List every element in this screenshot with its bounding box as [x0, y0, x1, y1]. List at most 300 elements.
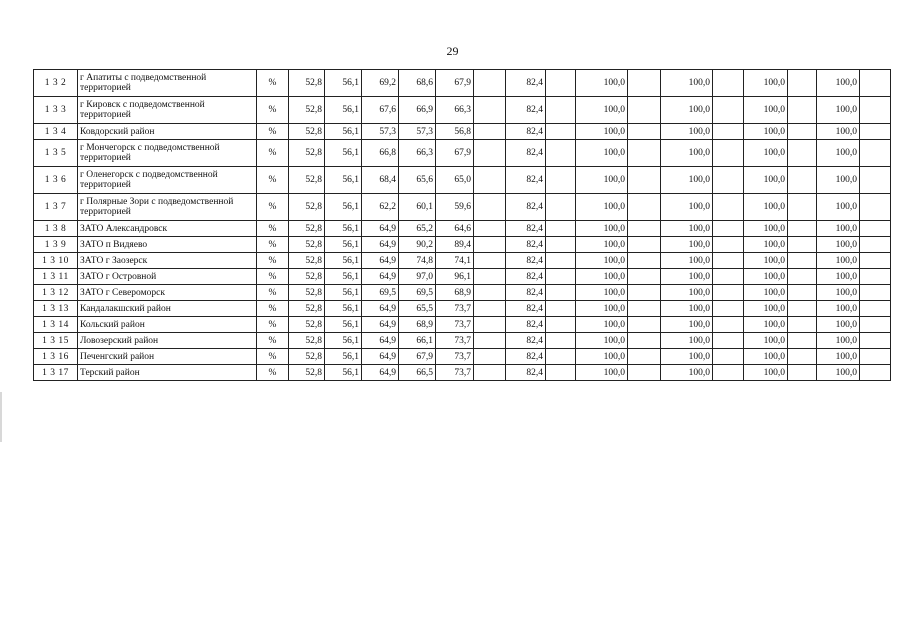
value-cell: 62,2: [362, 194, 399, 221]
value-cell: 68,9: [399, 317, 436, 333]
value-cell: 100,0: [576, 124, 628, 140]
empty-cell: [628, 221, 661, 237]
row-code: 1 3 3: [34, 97, 78, 124]
unit-cell: %: [257, 97, 289, 124]
value-cell: 67,9: [399, 349, 436, 365]
row-code: 1 3 15: [34, 333, 78, 349]
value-cell: 100,0: [576, 194, 628, 221]
empty-cell: [474, 317, 506, 333]
table-row: [34, 194, 891, 221]
empty-cell: [860, 167, 891, 194]
value-cell: 100,0: [744, 317, 788, 333]
table-row: [34, 97, 891, 124]
empty-cell: [628, 365, 661, 381]
empty-cell: [713, 167, 744, 194]
value-cell: 100,0: [661, 269, 713, 285]
territory-name: ЗАТО г Островной: [78, 269, 257, 285]
value-cell: 68,6: [399, 70, 436, 97]
value-cell: 64,9: [362, 237, 399, 253]
value-cell: 64,6: [436, 221, 474, 237]
value-cell: 100,0: [817, 237, 860, 253]
empty-cell: [860, 301, 891, 317]
empty-cell: [474, 285, 506, 301]
value-cell: 100,0: [744, 194, 788, 221]
value-cell: 100,0: [661, 124, 713, 140]
table-row: [34, 124, 891, 140]
empty-cell: [713, 221, 744, 237]
table-body: [34, 70, 891, 381]
value-cell: 100,0: [576, 269, 628, 285]
value-cell: 100,0: [661, 365, 713, 381]
scan-edge-mark: [0, 392, 2, 442]
value-cell: 82,4: [506, 349, 546, 365]
value-cell: 52,8: [289, 140, 325, 167]
empty-cell: [546, 333, 576, 349]
unit-cell: %: [257, 237, 289, 253]
empty-cell: [628, 253, 661, 269]
value-cell: 100,0: [576, 70, 628, 97]
empty-cell: [546, 70, 576, 97]
value-cell: 59,6: [436, 194, 474, 221]
empty-cell: [713, 317, 744, 333]
value-cell: 64,9: [362, 365, 399, 381]
value-cell: 100,0: [661, 70, 713, 97]
value-cell: 66,5: [399, 365, 436, 381]
unit-cell: %: [257, 317, 289, 333]
value-cell: 56,1: [325, 365, 362, 381]
value-cell: 60,1: [399, 194, 436, 221]
territory-name: г Апатиты с подведомственной территорией: [78, 70, 257, 97]
value-cell: 64,9: [362, 301, 399, 317]
unit-cell: %: [257, 140, 289, 167]
empty-cell: [628, 285, 661, 301]
value-cell: 89,4: [436, 237, 474, 253]
row-code: 1 3 2: [34, 70, 78, 97]
empty-cell: [474, 301, 506, 317]
value-cell: 100,0: [576, 140, 628, 167]
value-cell: 65,2: [399, 221, 436, 237]
empty-cell: [713, 269, 744, 285]
table-row: [34, 317, 891, 333]
empty-cell: [860, 285, 891, 301]
value-cell: 64,9: [362, 269, 399, 285]
empty-cell: [628, 333, 661, 349]
value-cell: 100,0: [576, 97, 628, 124]
empty-cell: [788, 70, 817, 97]
unit-cell: %: [257, 269, 289, 285]
value-cell: 100,0: [576, 349, 628, 365]
value-cell: 69,5: [362, 285, 399, 301]
table-row: [34, 167, 891, 194]
empty-cell: [788, 269, 817, 285]
value-cell: 100,0: [661, 301, 713, 317]
empty-cell: [788, 333, 817, 349]
value-cell: 56,1: [325, 70, 362, 97]
empty-cell: [546, 124, 576, 140]
value-cell: 82,4: [506, 333, 546, 349]
empty-cell: [628, 97, 661, 124]
unit-cell: %: [257, 70, 289, 97]
table-row: [34, 70, 891, 97]
empty-cell: [788, 317, 817, 333]
row-code: 1 3 7: [34, 194, 78, 221]
empty-cell: [713, 140, 744, 167]
empty-cell: [860, 194, 891, 221]
territory-name: Кандалакшский район: [78, 301, 257, 317]
unit-cell: %: [257, 333, 289, 349]
row-code: 1 3 9: [34, 237, 78, 253]
value-cell: 100,0: [817, 317, 860, 333]
value-cell: 100,0: [661, 194, 713, 221]
value-cell: 67,6: [362, 97, 399, 124]
empty-cell: [713, 349, 744, 365]
value-cell: 97,0: [399, 269, 436, 285]
value-cell: 100,0: [744, 269, 788, 285]
empty-cell: [788, 349, 817, 365]
value-cell: 100,0: [744, 349, 788, 365]
value-cell: 56,1: [325, 301, 362, 317]
empty-cell: [788, 97, 817, 124]
value-cell: 100,0: [661, 97, 713, 124]
value-cell: 82,4: [506, 221, 546, 237]
value-cell: 82,4: [506, 317, 546, 333]
empty-cell: [713, 333, 744, 349]
value-cell: 82,4: [506, 167, 546, 194]
value-cell: 66,3: [399, 140, 436, 167]
unit-cell: %: [257, 194, 289, 221]
value-cell: 66,8: [362, 140, 399, 167]
empty-cell: [628, 194, 661, 221]
empty-cell: [860, 365, 891, 381]
indicator-table: [33, 69, 891, 381]
value-cell: 82,4: [506, 301, 546, 317]
value-cell: 56,8: [436, 124, 474, 140]
value-cell: 52,8: [289, 333, 325, 349]
value-cell: 74,8: [399, 253, 436, 269]
value-cell: 82,4: [506, 97, 546, 124]
unit-cell: %: [257, 167, 289, 194]
empty-cell: [860, 333, 891, 349]
empty-cell: [860, 70, 891, 97]
empty-cell: [860, 349, 891, 365]
territory-name: г Оленегорск с подведомственной территорией: [78, 167, 257, 194]
value-cell: 100,0: [576, 365, 628, 381]
value-cell: 73,7: [436, 349, 474, 365]
table-row: [34, 253, 891, 269]
empty-cell: [474, 124, 506, 140]
empty-cell: [546, 301, 576, 317]
empty-cell: [788, 124, 817, 140]
value-cell: 82,4: [506, 124, 546, 140]
value-cell: 82,4: [506, 269, 546, 285]
value-cell: 67,9: [436, 140, 474, 167]
empty-cell: [860, 221, 891, 237]
value-cell: 90,2: [399, 237, 436, 253]
empty-cell: [788, 140, 817, 167]
value-cell: 64,9: [362, 221, 399, 237]
value-cell: 73,7: [436, 333, 474, 349]
value-cell: 100,0: [817, 365, 860, 381]
value-cell: 82,4: [506, 237, 546, 253]
empty-cell: [628, 317, 661, 333]
value-cell: 52,8: [289, 97, 325, 124]
value-cell: 73,7: [436, 365, 474, 381]
value-cell: 100,0: [817, 70, 860, 97]
value-cell: 82,4: [506, 365, 546, 381]
value-cell: 82,4: [506, 70, 546, 97]
value-cell: 65,0: [436, 167, 474, 194]
unit-cell: %: [257, 253, 289, 269]
empty-cell: [860, 124, 891, 140]
value-cell: 68,9: [436, 285, 474, 301]
empty-cell: [860, 253, 891, 269]
empty-cell: [546, 253, 576, 269]
value-cell: 100,0: [817, 140, 860, 167]
empty-cell: [788, 365, 817, 381]
value-cell: 100,0: [744, 70, 788, 97]
value-cell: 100,0: [576, 317, 628, 333]
value-cell: 100,0: [744, 124, 788, 140]
value-cell: 100,0: [661, 253, 713, 269]
row-code: 1 3 6: [34, 167, 78, 194]
territory-name: Кольский район: [78, 317, 257, 333]
row-code: 1 3 14: [34, 317, 78, 333]
value-cell: 74,1: [436, 253, 474, 269]
row-code: 1 3 16: [34, 349, 78, 365]
value-cell: 100,0: [744, 167, 788, 194]
table-row: [34, 301, 891, 317]
unit-cell: %: [257, 365, 289, 381]
value-cell: 52,8: [289, 317, 325, 333]
empty-cell: [546, 221, 576, 237]
value-cell: 100,0: [576, 167, 628, 194]
empty-cell: [546, 140, 576, 167]
value-cell: 82,4: [506, 253, 546, 269]
empty-cell: [860, 97, 891, 124]
value-cell: 100,0: [576, 285, 628, 301]
territory-name: ЗАТО г Североморск: [78, 285, 257, 301]
empty-cell: [474, 70, 506, 97]
value-cell: 100,0: [576, 333, 628, 349]
empty-cell: [860, 140, 891, 167]
value-cell: 52,8: [289, 301, 325, 317]
territory-name: Терский район: [78, 365, 257, 381]
value-cell: 100,0: [817, 124, 860, 140]
empty-cell: [788, 253, 817, 269]
empty-cell: [546, 269, 576, 285]
value-cell: 73,7: [436, 317, 474, 333]
value-cell: 52,8: [289, 285, 325, 301]
empty-cell: [546, 97, 576, 124]
value-cell: 100,0: [744, 333, 788, 349]
empty-cell: [628, 140, 661, 167]
table-row: [34, 221, 891, 237]
value-cell: 100,0: [817, 221, 860, 237]
empty-cell: [474, 349, 506, 365]
value-cell: 52,8: [289, 269, 325, 285]
empty-cell: [788, 285, 817, 301]
value-cell: 100,0: [576, 253, 628, 269]
row-code: 1 3 12: [34, 285, 78, 301]
value-cell: 100,0: [817, 167, 860, 194]
value-cell: 56,1: [325, 333, 362, 349]
value-cell: 56,1: [325, 317, 362, 333]
value-cell: 100,0: [744, 221, 788, 237]
empty-cell: [628, 70, 661, 97]
empty-cell: [474, 333, 506, 349]
value-cell: 69,5: [399, 285, 436, 301]
empty-cell: [474, 269, 506, 285]
value-cell: 100,0: [817, 269, 860, 285]
value-cell: 100,0: [817, 333, 860, 349]
value-cell: 65,6: [399, 167, 436, 194]
empty-cell: [628, 349, 661, 365]
empty-cell: [788, 237, 817, 253]
value-cell: 66,3: [436, 97, 474, 124]
empty-cell: [713, 237, 744, 253]
value-cell: 100,0: [817, 349, 860, 365]
empty-cell: [474, 140, 506, 167]
value-cell: 56,1: [325, 140, 362, 167]
value-cell: 100,0: [817, 285, 860, 301]
value-cell: 100,0: [576, 237, 628, 253]
row-code: 1 3 5: [34, 140, 78, 167]
empty-cell: [860, 237, 891, 253]
value-cell: 100,0: [817, 97, 860, 124]
empty-cell: [628, 124, 661, 140]
table-row: [34, 269, 891, 285]
empty-cell: [474, 237, 506, 253]
empty-cell: [713, 285, 744, 301]
unit-cell: %: [257, 221, 289, 237]
row-code: 1 3 13: [34, 301, 78, 317]
value-cell: 100,0: [817, 301, 860, 317]
value-cell: 52,8: [289, 365, 325, 381]
value-cell: 56,1: [325, 253, 362, 269]
territory-name: ЗАТО Александровск: [78, 221, 257, 237]
value-cell: 65,5: [399, 301, 436, 317]
empty-cell: [628, 269, 661, 285]
value-cell: 52,8: [289, 237, 325, 253]
table-row: [34, 365, 891, 381]
value-cell: 64,9: [362, 253, 399, 269]
territory-name: Печенгский район: [78, 349, 257, 365]
empty-cell: [788, 194, 817, 221]
value-cell: 57,3: [362, 124, 399, 140]
empty-cell: [474, 167, 506, 194]
row-code: 1 3 17: [34, 365, 78, 381]
empty-cell: [713, 365, 744, 381]
empty-cell: [546, 237, 576, 253]
value-cell: 52,8: [289, 70, 325, 97]
value-cell: 64,9: [362, 333, 399, 349]
row-code: 1 3 11: [34, 269, 78, 285]
value-cell: 56,1: [325, 167, 362, 194]
value-cell: 64,9: [362, 349, 399, 365]
empty-cell: [628, 237, 661, 253]
value-cell: 100,0: [661, 285, 713, 301]
value-cell: 100,0: [817, 194, 860, 221]
value-cell: 100,0: [661, 349, 713, 365]
value-cell: 52,8: [289, 124, 325, 140]
empty-cell: [713, 301, 744, 317]
value-cell: 68,4: [362, 167, 399, 194]
value-cell: 100,0: [661, 167, 713, 194]
value-cell: 56,1: [325, 349, 362, 365]
empty-cell: [546, 365, 576, 381]
value-cell: 82,4: [506, 140, 546, 167]
territory-name: г Мончегорск с подведомственной территорией: [78, 140, 257, 167]
empty-cell: [860, 269, 891, 285]
territory-name: ЗАТО г Заозерск: [78, 253, 257, 269]
value-cell: 64,9: [362, 317, 399, 333]
empty-cell: [546, 194, 576, 221]
unit-cell: %: [257, 124, 289, 140]
value-cell: 67,9: [436, 70, 474, 97]
empty-cell: [713, 70, 744, 97]
value-cell: 56,1: [325, 194, 362, 221]
table-row: [34, 140, 891, 167]
value-cell: 100,0: [817, 253, 860, 269]
value-cell: 69,2: [362, 70, 399, 97]
table-row: [34, 237, 891, 253]
table-row: [34, 333, 891, 349]
empty-cell: [474, 194, 506, 221]
value-cell: 100,0: [744, 237, 788, 253]
value-cell: 82,4: [506, 285, 546, 301]
empty-cell: [860, 317, 891, 333]
value-cell: 100,0: [744, 365, 788, 381]
unit-cell: %: [257, 349, 289, 365]
empty-cell: [474, 365, 506, 381]
empty-cell: [713, 253, 744, 269]
value-cell: 100,0: [744, 97, 788, 124]
table-row: [34, 349, 891, 365]
row-code: 1 3 8: [34, 221, 78, 237]
value-cell: 96,1: [436, 269, 474, 285]
value-cell: 100,0: [744, 285, 788, 301]
value-cell: 52,8: [289, 167, 325, 194]
value-cell: 100,0: [661, 221, 713, 237]
empty-cell: [546, 167, 576, 194]
row-code: 1 3 4: [34, 124, 78, 140]
territory-name: г Полярные Зори с подведомственной территорией: [78, 194, 257, 221]
empty-cell: [474, 97, 506, 124]
value-cell: 73,7: [436, 301, 474, 317]
value-cell: 100,0: [661, 237, 713, 253]
value-cell: 100,0: [661, 140, 713, 167]
value-cell: 57,3: [399, 124, 436, 140]
empty-cell: [628, 167, 661, 194]
value-cell: 52,8: [289, 194, 325, 221]
territory-name: Ловозерский район: [78, 333, 257, 349]
value-cell: 100,0: [744, 253, 788, 269]
page-number: 29: [446, 44, 459, 58]
unit-cell: %: [257, 285, 289, 301]
empty-cell: [474, 221, 506, 237]
value-cell: 66,9: [399, 97, 436, 124]
empty-cell: [546, 349, 576, 365]
value-cell: 52,8: [289, 221, 325, 237]
value-cell: 52,8: [289, 349, 325, 365]
empty-cell: [713, 124, 744, 140]
territory-name: г Кировск с подведомственной территорией: [78, 97, 257, 124]
value-cell: 100,0: [744, 301, 788, 317]
value-cell: 56,1: [325, 269, 362, 285]
territory-name: ЗАТО п Видяево: [78, 237, 257, 253]
empty-cell: [628, 301, 661, 317]
empty-cell: [788, 167, 817, 194]
